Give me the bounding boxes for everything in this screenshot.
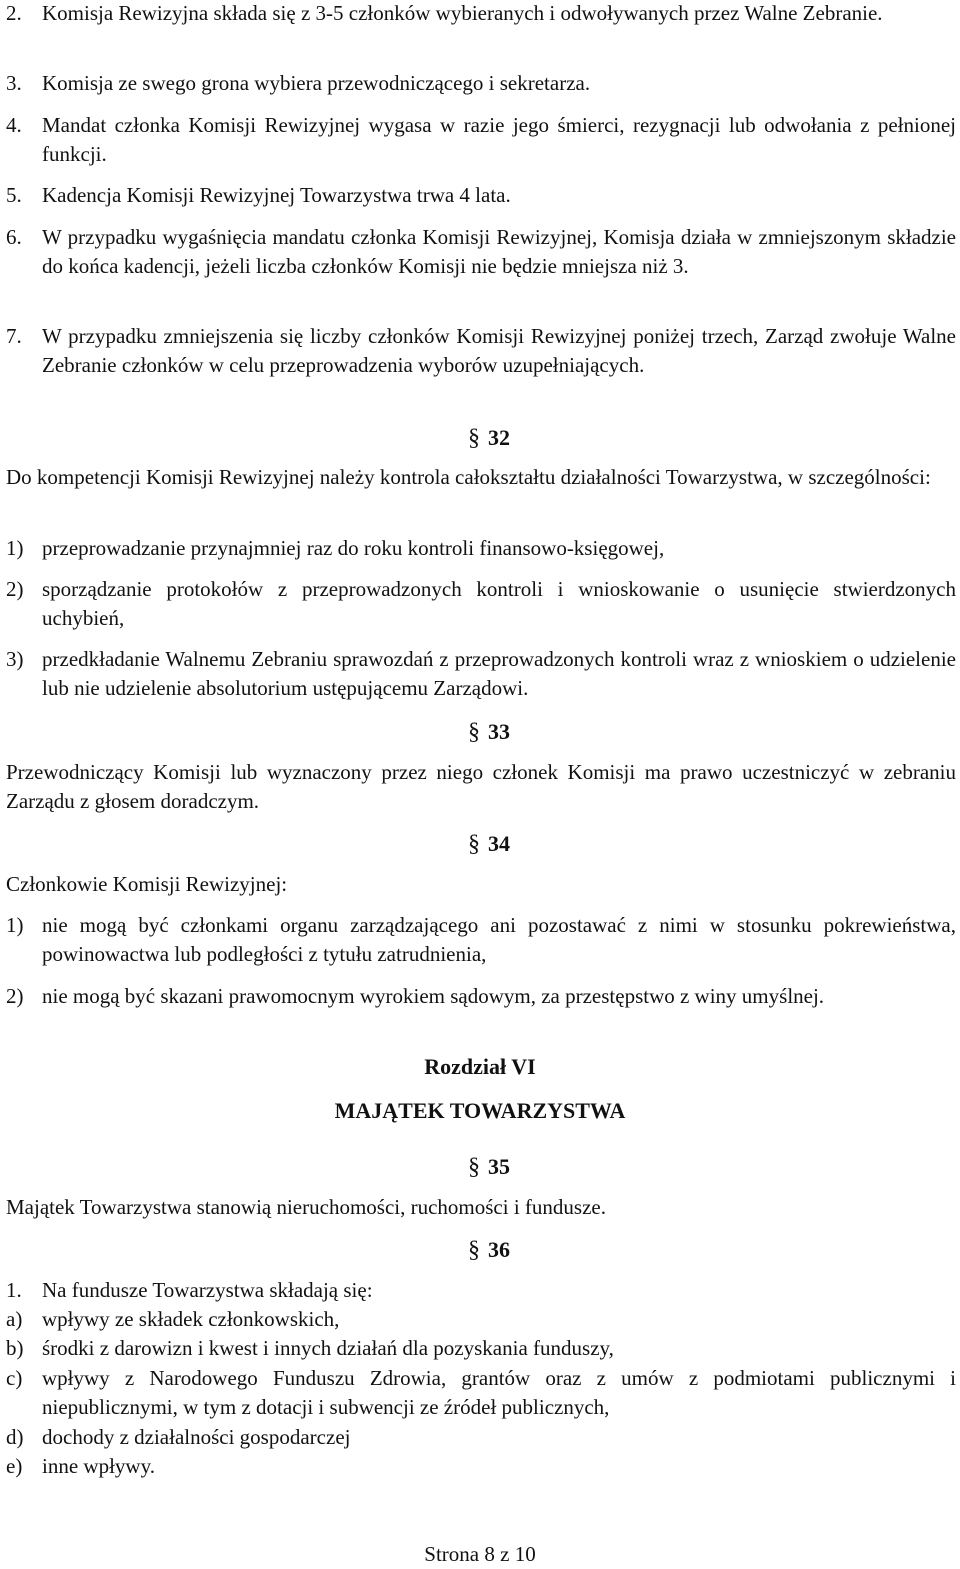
section-heading-34: § 34: [468, 831, 510, 857]
list-number: 2.: [6, 1, 22, 25]
list-item: 1) przeprowadzanie przynajmniej raz do roku kontroli finansowo-księgowej,: [6, 536, 665, 560]
section-33-text: Przewodniczący Komisji lub wyznaczony przez niego członek Komisji ma prawo uczestniczyć w zebraniu Zarządu z głosem doradczym.: [6, 760, 956, 813]
list-number: 3.: [6, 71, 22, 95]
list-text: W przypadku zmniejszenia się liczby członków Komisji Rewizyjnej poniżej trzech, Zarząd zwołuje Walne Zebranie członków w celu przeprowadzenia wyborów uzupełniających.: [42, 324, 956, 377]
list-item: [6, 223, 956, 281]
list-item: 2) nie mogą być skazani prawomocnym wyrokiem sądowym, za przestępstwo z winy umyślnej.: [6, 984, 825, 1008]
section-32-intro: Do kompetencji Komisji Rewizyjnej należy kontrola całokształtu działalności Towarzystwa, w szczególności:: [6, 465, 931, 489]
list-item: [6, 322, 956, 380]
section-35-text: Majątek Towarzystwa stanowią nieruchomości, ruchomości i fundusze.: [6, 1195, 606, 1219]
list-item: d) dochody z działalności gospodarczej: [6, 1425, 351, 1449]
list-text: Komisja Rewizyjna składa się z 3-5 członków wybieranych i odwoływanych przez Walne Zebranie.: [42, 1, 883, 25]
list-text: W przypadku wygaśnięcia mandatu członka Komisji Rewizyjnej, Komisja działa w zmniejszonym składzie do końca kadencji, jeżeli liczba członków Komisji nie będzie mniejsza niż 3.: [42, 225, 956, 278]
list-item: [6, 0, 956, 28]
list-item: 1. Na fundusze Towarzystwa składają się:: [6, 1278, 373, 1302]
page-number: Strona 8 z 10: [424, 1542, 536, 1566]
list-text: Komisja ze swego grona wybiera przewodniczącego i sekretarza.: [42, 71, 591, 95]
list-item: 1) nie mogą być członkami organu zarządzającego ani pozostawać z nimi w stosunku pokrewieństwa, powinowactwa lub podległości z tytułu zatrudnienia,: [6, 913, 956, 966]
list-item: [6, 181, 956, 210]
list-item: a) wpływy ze składek członkowskich,: [6, 1307, 340, 1331]
list-item: c) wpływy z Narodowego Funduszu Zdrowia, grantów oraz z umów z podmiotami publicznymi i niepublicznymi, w tym z dotacji i subwencji ze źródeł publicznych,: [6, 1366, 956, 1419]
section-heading-32: § 32: [468, 425, 510, 451]
list-number: 7.: [6, 324, 22, 348]
list-item: 2) sporządzanie protokołów z przeprowadzonych kontroli i wnioskowanie o usunięcie stwierdzonych uchybień,: [6, 577, 956, 630]
list-text: Kadencja Komisji Rewizyjnej Towarzystwa trwa 4 lata.: [42, 183, 511, 207]
chapter-subtitle: MAJĄTEK TOWARZYSTWA: [334, 1098, 626, 1123]
list-item: [6, 69, 956, 98]
list-item: 3) przedkładanie Walnemu Zebraniu sprawozdań z przeprowadzonych kontroli wraz z wnioskiem o udzielenie lub nie udzielenie absolutorium ustępującemu Zarządowi.: [6, 647, 956, 700]
list-number: 5.: [6, 183, 22, 207]
list-number: 4.: [6, 113, 22, 137]
section-34-intro: Członkowie Komisji Rewizyjnej:: [6, 872, 288, 896]
section-heading-36: § 36: [468, 1237, 510, 1263]
section-heading-33: § 33: [468, 719, 510, 745]
list-number: 6.: [6, 225, 22, 249]
list-text: Mandat członka Komisji Rewizyjnej wygasa w razie jego śmierci, rezygnacji lub odwołania z pełnionej funkcji.: [42, 113, 956, 166]
list-item: e) inne wpływy.: [6, 1454, 155, 1478]
list-item: [6, 111, 956, 169]
list-item: b) środki z darowizn i kwest i innych działań dla pozyskania funduszy,: [6, 1336, 614, 1360]
chapter-title: Rozdział VI: [424, 1054, 536, 1079]
section-heading-35: § 35: [468, 1154, 510, 1180]
